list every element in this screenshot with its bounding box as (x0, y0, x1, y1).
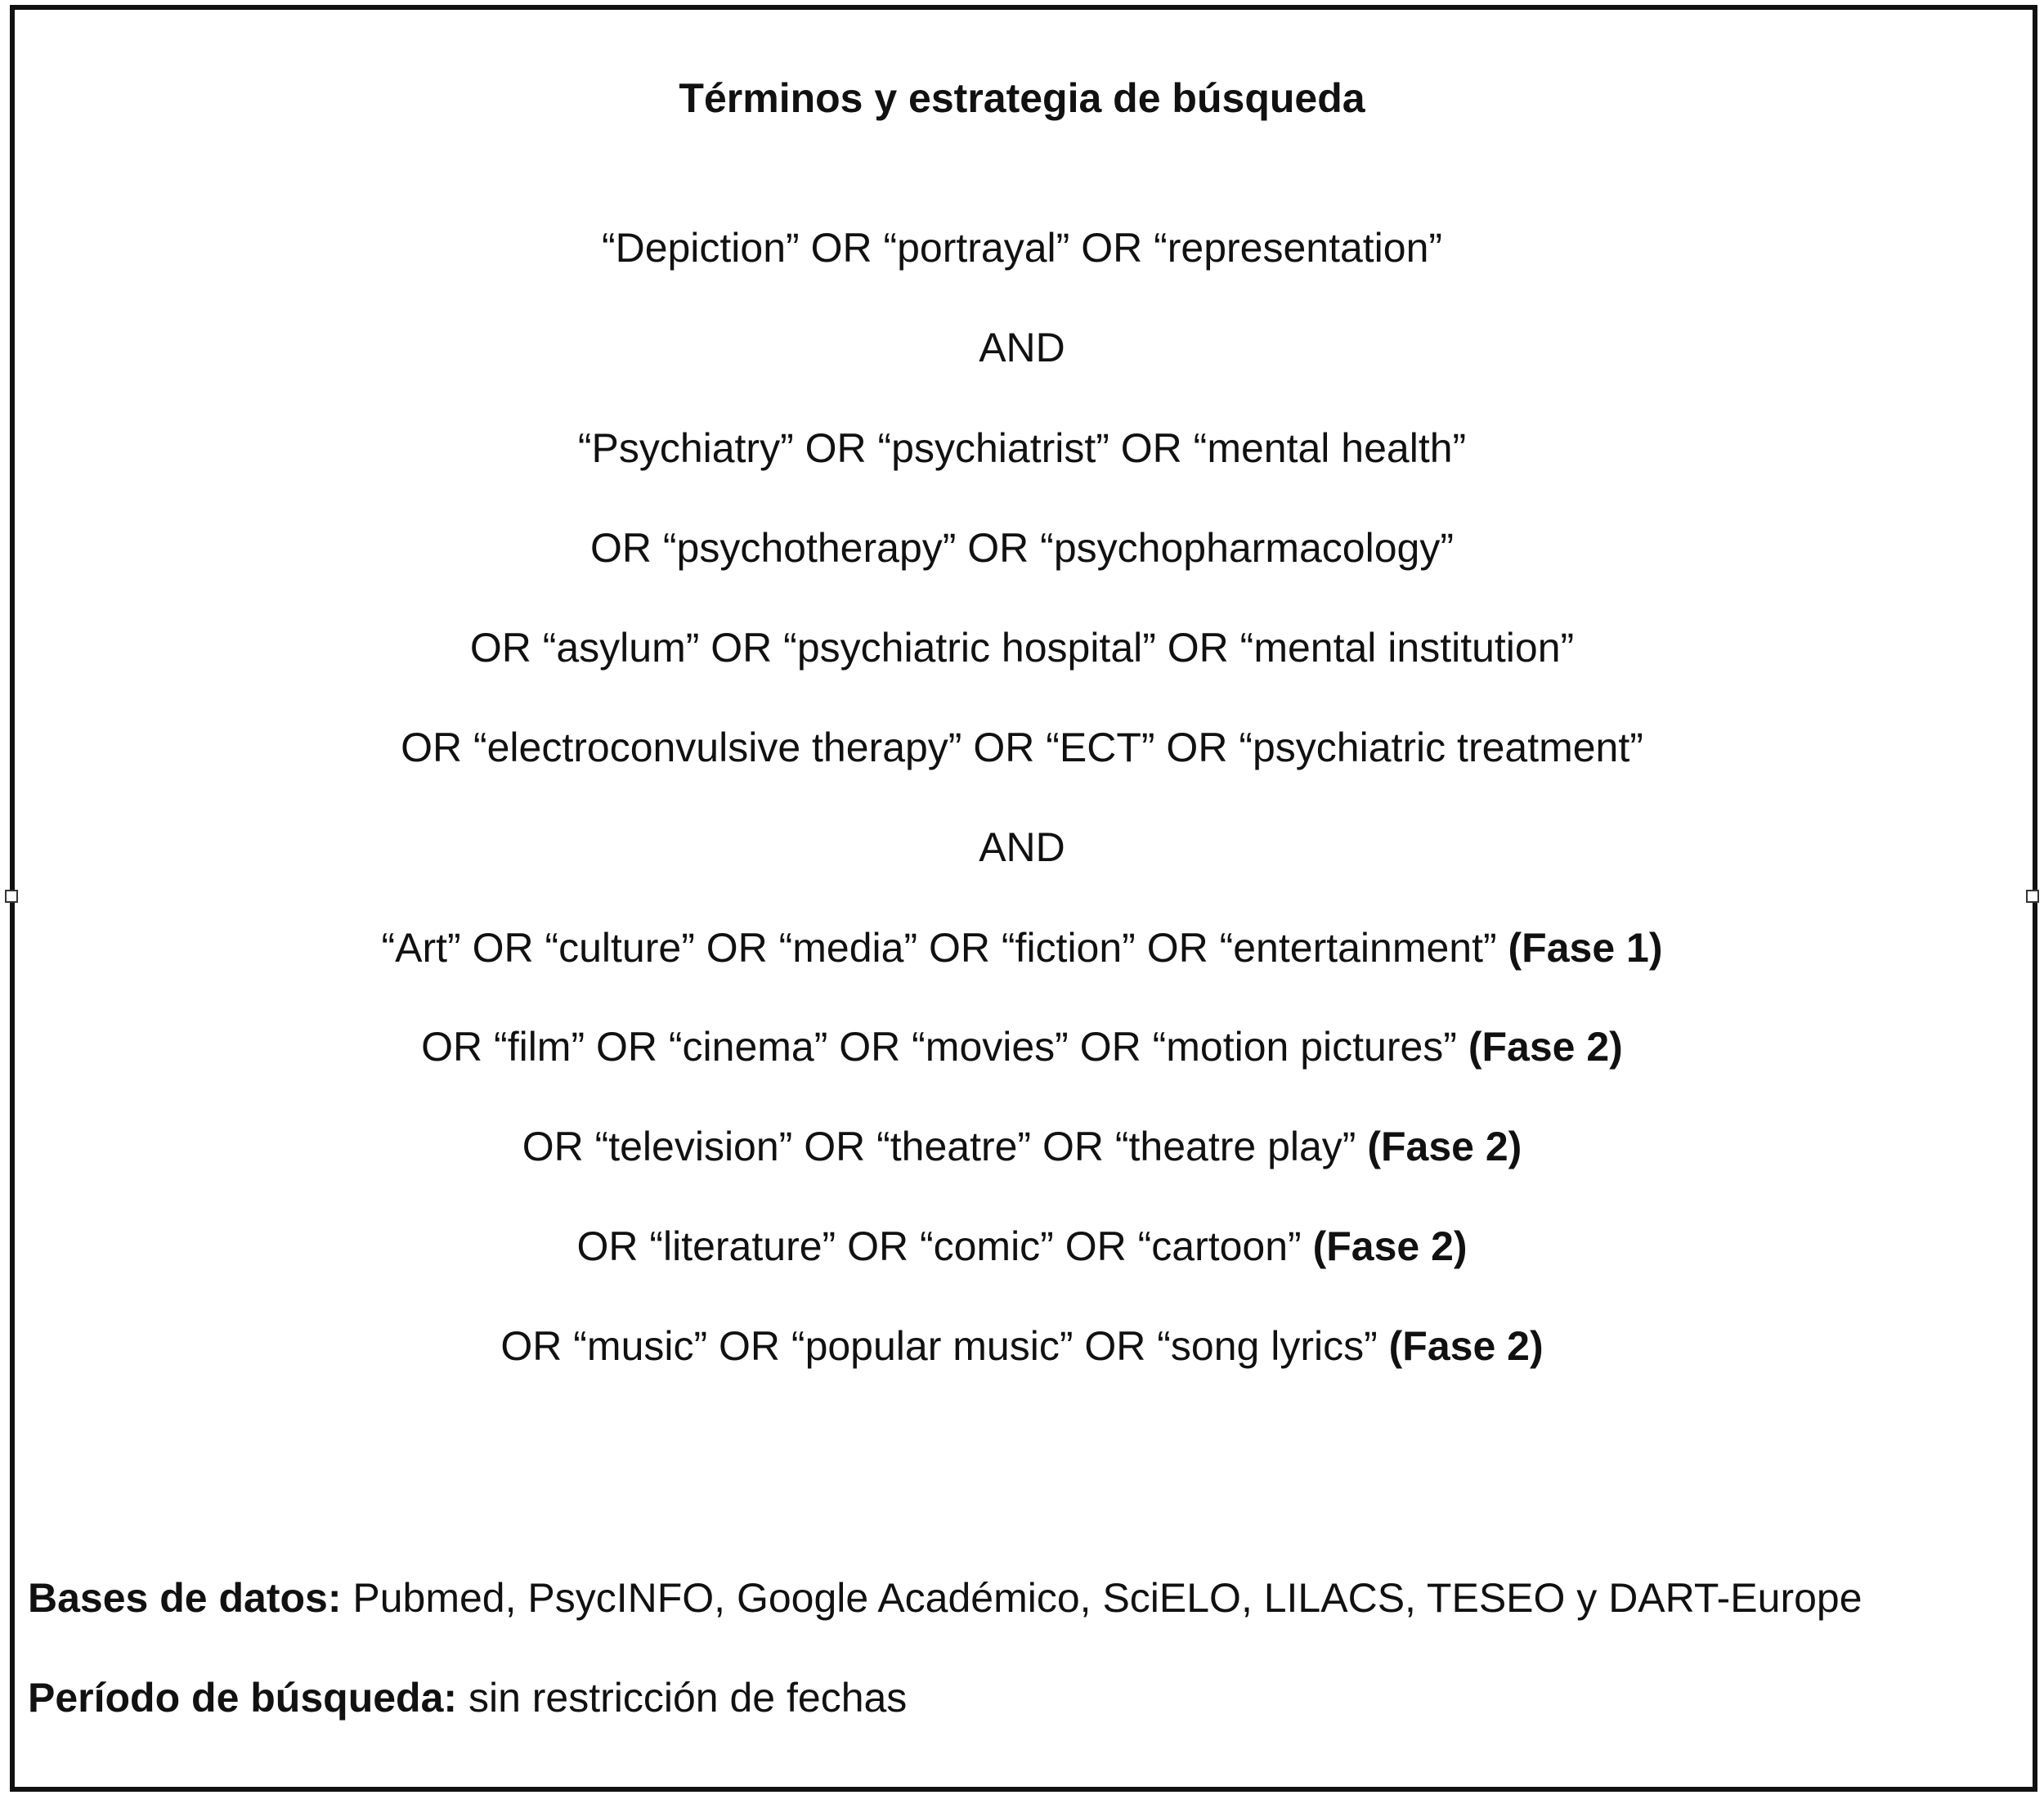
period-line (28, 1673, 907, 1722)
search-terms: AND (979, 325, 1065, 370)
search-terms: “Art” OR “culture” OR “media” OR “fiction” OR “entertainment” (381, 925, 1508, 971)
document-title: Términos y estrategia de búsqueda (679, 75, 1365, 121)
databases-line (28, 1573, 1862, 1622)
search-terms: OR “electroconvulsive therapy” OR “ECT” OR “psychiatric treatment” (401, 725, 1643, 770)
resize-handle-right[interactable] (2026, 890, 2039, 903)
databases-label: Bases de datos: (28, 1575, 342, 1621)
search-terms: OR “psychotherapy” OR “psychopharmacology” (590, 525, 1454, 571)
search-terms: OR “asylum” OR “psychiatric hospital” OR “mental institution” (469, 625, 1575, 671)
search-terms: OR “music” OR “popular music” OR “song lyrics” (500, 1323, 1389, 1369)
search-terms: AND (979, 824, 1065, 870)
phase-label: (Fase 2) (1367, 1124, 1522, 1169)
document-frame (10, 5, 2037, 1792)
search-terms: “Psychiatry” OR “psychiatrist” OR “mental health” (577, 425, 1467, 471)
phase-label: (Fase 2) (1468, 1024, 1623, 1070)
period-value: sin restricción de fechas (457, 1675, 908, 1721)
resize-handle-left[interactable] (5, 890, 18, 903)
search-line (0, 523, 2044, 572)
search-line (0, 823, 2044, 872)
search-line (0, 1022, 2044, 1071)
search-terms: “Depiction” OR “portrayal” OR “representation” (601, 225, 1443, 271)
search-line (0, 1122, 2044, 1171)
search-line (0, 1222, 2044, 1271)
phase-label: (Fase 1) (1508, 925, 1663, 971)
databases-value: Pubmed, PsycINFO, Google Académico, SciELO, LILACS, TESEO y DART-Europe (341, 1575, 1862, 1621)
search-line (0, 623, 2044, 672)
period-label: Período de búsqueda: (28, 1675, 458, 1721)
search-line (0, 1322, 2044, 1371)
phase-label: (Fase 2) (1312, 1223, 1468, 1269)
search-line (0, 923, 2044, 972)
search-line (0, 723, 2044, 772)
phase-label: (Fase 2) (1388, 1323, 1544, 1369)
search-line (0, 424, 2044, 473)
search-terms: OR “film” OR “cinema” OR “movies” OR “motion pictures” (421, 1024, 1468, 1070)
search-terms: OR “literature” OR “comic” OR “cartoon” (576, 1223, 1313, 1269)
search-line (0, 223, 2044, 272)
search-line (0, 323, 2044, 372)
search-terms: OR “television” OR “theatre” OR “theatre play” (522, 1124, 1368, 1169)
